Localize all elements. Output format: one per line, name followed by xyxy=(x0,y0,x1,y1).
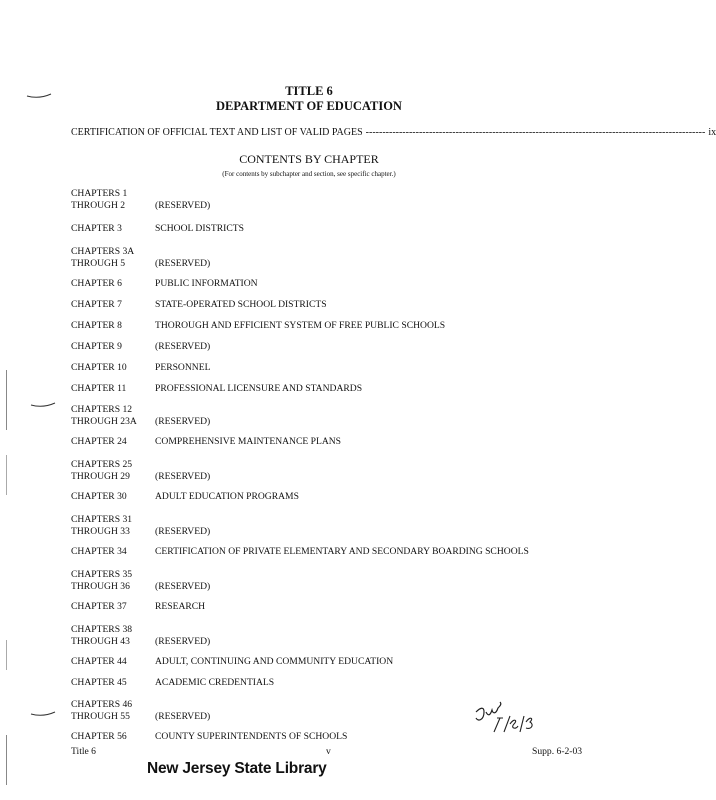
contents-note: (For contents by subchapter and section, see specific chapter.) xyxy=(222,170,396,178)
chapter-title: SCHOOL DISTRICTS xyxy=(155,223,244,234)
chapter-number: CHAPTERS 25 xyxy=(71,459,133,470)
chapter-title: ADULT, CONTINUING AND COMMUNITY EDUCATION xyxy=(155,656,394,667)
contents-heading: CONTENTS BY CHAPTER xyxy=(239,152,379,166)
chapter-number: CHAPTER 7 xyxy=(71,299,122,310)
chapter-title: COMPREHENSIVE MAINTENANCE PLANS xyxy=(155,436,342,447)
chapter-number: CHAPTER 11 xyxy=(71,383,127,394)
chapter-title: THOROUGH AND EFFICIENT SYSTEM OF FREE PUBLIC SCHOOLS xyxy=(155,320,446,331)
chapter-number: CHAPTERS 38 xyxy=(71,624,133,635)
chapter-title: PUBLIC INFORMATION xyxy=(155,278,258,289)
chapter-title: (RESERVED) xyxy=(155,471,211,482)
chapter-number: CHAPTER 44 xyxy=(71,656,127,667)
chapter-title: (RESERVED) xyxy=(155,636,211,647)
chapter-range-end: THROUGH 2 xyxy=(71,200,126,211)
chapter-title: (RESERVED) xyxy=(155,258,211,269)
certification-leader: ------------------------------------------------------------------------------------------------------ xyxy=(365,127,706,138)
scan-mark xyxy=(26,92,52,100)
scan-edge-line xyxy=(6,640,7,670)
chapter-title: RESEARCH xyxy=(155,601,206,612)
scan-edge-line xyxy=(6,370,7,430)
chapter-title: (RESERVED) xyxy=(155,416,211,427)
certification-label: CERTIFICATION OF OFFICIAL TEXT AND LIST OF VALID PAGES xyxy=(71,127,363,138)
document-title-line1: TITLE 6 xyxy=(285,84,333,98)
certification-line xyxy=(71,127,716,138)
chapter-number: CHAPTER 8 xyxy=(71,320,122,331)
chapter-title: (RESERVED) xyxy=(155,341,211,352)
scan-mark xyxy=(30,401,56,409)
chapter-title: (RESERVED) xyxy=(155,200,211,211)
chapter-title: ADULT EDUCATION PROGRAMS xyxy=(155,491,299,502)
chapter-number: CHAPTER 24 xyxy=(71,436,127,447)
chapter-title: CERTIFICATION OF PRIVATE ELEMENTARY AND SECONDARY BOARDING SCHOOLS xyxy=(155,546,529,557)
scan-edge-line xyxy=(6,735,7,785)
chapter-title: ACADEMIC CREDENTIALS xyxy=(155,677,275,688)
chapter-range-end: THROUGH 5 xyxy=(71,258,126,269)
chapter-title: (RESERVED) xyxy=(155,581,211,592)
chapter-number: CHAPTER 45 xyxy=(71,677,127,688)
chapter-range-end: THROUGH 29 xyxy=(71,471,130,482)
chapter-number: CHAPTERS 31 xyxy=(71,514,133,525)
chapter-number: CHAPTERS 12 xyxy=(71,404,133,415)
scan-edge-line xyxy=(6,455,7,495)
chapter-title: STATE-OPERATED SCHOOL DISTRICTS xyxy=(155,299,327,310)
chapter-number: CHAPTER 9 xyxy=(71,341,122,352)
chapter-range-end: THROUGH 55 xyxy=(71,711,130,722)
chapter-title: COUNTY SUPERINTENDENTS OF SCHOOLS xyxy=(155,731,348,742)
chapter-number: CHAPTER 10 xyxy=(71,362,127,373)
chapter-title: PROFESSIONAL LICENSURE AND STANDARDS xyxy=(155,383,363,394)
chapter-number: CHAPTER 3 xyxy=(71,223,122,234)
footer-right: Supp. 6-2-03 xyxy=(532,746,583,757)
handwritten-signature xyxy=(470,698,550,738)
chapter-number: CHAPTERS 1 xyxy=(71,188,128,199)
library-stamp: New Jersey State Library xyxy=(147,760,327,777)
chapter-number: CHAPTER 37 xyxy=(71,601,127,612)
chapter-title: (RESERVED) xyxy=(155,711,211,722)
footer-center: v xyxy=(326,746,331,757)
chapter-number: CHAPTER 30 xyxy=(71,491,127,502)
certification-page: ix xyxy=(708,127,716,138)
chapter-range-end: THROUGH 33 xyxy=(71,526,130,537)
scan-mark xyxy=(30,710,56,718)
chapter-number: CHAPTERS 3A xyxy=(71,246,135,257)
chapter-number: CHAPTER 34 xyxy=(71,546,127,557)
document-title-line2: DEPARTMENT OF EDUCATION xyxy=(216,99,402,113)
chapter-number: CHAPTER 56 xyxy=(71,731,127,742)
chapter-number: CHAPTER 6 xyxy=(71,278,122,289)
chapter-range-end: THROUGH 43 xyxy=(71,636,130,647)
chapter-title: (RESERVED) xyxy=(155,526,211,537)
footer-left: Title 6 xyxy=(71,746,96,757)
chapter-range-end: THROUGH 23A xyxy=(71,416,137,427)
chapter-number: CHAPTERS 35 xyxy=(71,569,133,580)
chapter-title: PERSONNEL xyxy=(155,362,211,373)
chapter-range-end: THROUGH 36 xyxy=(71,581,130,592)
chapter-number: CHAPTERS 46 xyxy=(71,699,133,710)
